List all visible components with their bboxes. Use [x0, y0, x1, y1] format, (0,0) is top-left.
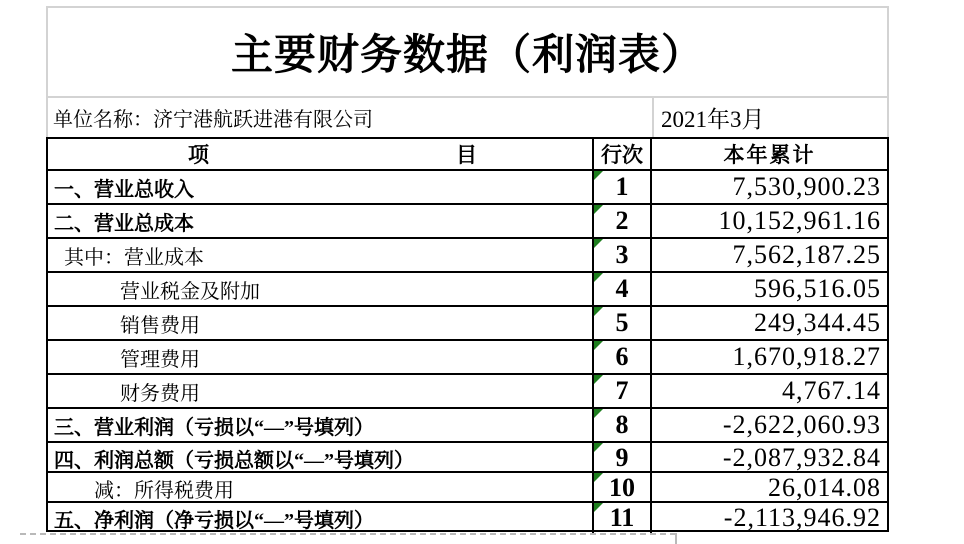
value-text: 1,670,918.27: [732, 342, 881, 371]
value-text: -2,622,060.93: [722, 410, 881, 439]
item-label: 其中：营业成本: [64, 246, 204, 269]
line-no-cell[interactable]: [592, 375, 650, 407]
error-indicator-triangle-icon: [594, 171, 603, 180]
line-no-cell[interactable]: [592, 503, 650, 533]
value-text: 7,562,187.25: [732, 240, 881, 269]
header-ytd-cell[interactable]: 本年累计: [650, 139, 887, 169]
line-no-cell[interactable]: [592, 205, 650, 237]
value-cell[interactable]: [650, 375, 887, 407]
error-indicator-triangle-icon: [594, 375, 603, 384]
value-cell[interactable]: [650, 443, 887, 473]
line-no: 8: [615, 410, 629, 439]
line-no-cell[interactable]: [592, 239, 650, 271]
table-row: [48, 375, 887, 409]
line-no: 6: [615, 342, 629, 371]
title-cell[interactable]: [46, 6, 889, 98]
header-item-left: 项: [188, 143, 209, 167]
table-row: [48, 503, 887, 530]
item-cell[interactable]: [48, 171, 592, 203]
value-text: 596,516.05: [754, 274, 881, 303]
profit-table: [46, 137, 889, 532]
value-cell[interactable]: [650, 503, 887, 533]
value-text: 249,344.45: [754, 308, 881, 337]
value-cell[interactable]: [650, 205, 887, 237]
value-text: 26,014.08: [768, 473, 881, 502]
value-text: -2,087,932.84: [722, 443, 881, 472]
line-no-cell[interactable]: [592, 341, 650, 373]
item-cell[interactable]: [48, 503, 592, 533]
report-title: 主要财务数据（利润表）: [230, 33, 704, 79]
line-no: 10: [609, 473, 635, 502]
meta-row: [46, 98, 889, 137]
table-row: [48, 443, 887, 473]
error-indicator-triangle-icon: [594, 341, 603, 350]
value-cell[interactable]: [650, 409, 887, 441]
line-no-cell[interactable]: [592, 171, 650, 203]
unit-name-cell[interactable]: 单位名称：济宁港航跃进港有限公司: [53, 109, 373, 131]
error-indicator-triangle-icon: [594, 205, 603, 214]
value-text: -2,113,946.92: [723, 503, 881, 532]
item-cell[interactable]: [48, 409, 592, 441]
line-no: 11: [609, 503, 635, 532]
item-label: 五、净利润（净亏损以“—”号填列）: [54, 509, 374, 532]
error-indicator-triangle-icon: [594, 307, 603, 316]
error-indicator-triangle-icon: [594, 239, 603, 248]
table-row: [48, 171, 887, 205]
item-label: 二、营业总成本: [54, 212, 194, 235]
item-label: 三、营业利润（亏损以“—”号填列）: [54, 416, 374, 439]
line-no-cell[interactable]: [592, 409, 650, 441]
error-indicator-triangle-icon: [594, 273, 603, 282]
line-no-cell[interactable]: [592, 307, 650, 339]
line-no: 1: [615, 172, 629, 201]
value-cell[interactable]: [650, 307, 887, 339]
line-no: 2: [615, 206, 629, 235]
error-indicator-triangle-icon: [594, 443, 603, 452]
value-cell[interactable]: [650, 171, 887, 203]
value-cell[interactable]: [650, 239, 887, 271]
table-row: [48, 341, 887, 375]
line-no: 5: [615, 308, 629, 337]
value-cell[interactable]: [650, 473, 887, 503]
value-cell[interactable]: [650, 273, 887, 305]
table-row: [48, 205, 887, 239]
header-item-cell[interactable]: [48, 139, 592, 169]
item-label: 一、营业总收入: [54, 178, 194, 201]
item-cell[interactable]: [48, 273, 592, 305]
item-cell[interactable]: [48, 205, 592, 237]
page-break-horizontal-line: [20, 533, 676, 535]
header-item-right: 目: [456, 143, 477, 167]
item-cell[interactable]: [48, 375, 592, 407]
item-label: 管理费用: [120, 348, 200, 371]
table-row: [48, 239, 887, 273]
table-row: [48, 473, 887, 503]
item-cell[interactable]: [48, 443, 592, 473]
line-no: 9: [615, 443, 629, 472]
error-indicator-triangle-icon: [594, 409, 603, 418]
table-row: [48, 307, 887, 341]
table-body: [48, 171, 887, 530]
item-label: 销售费用: [120, 314, 200, 337]
error-indicator-triangle-icon: [594, 503, 603, 512]
item-cell[interactable]: [48, 341, 592, 373]
item-cell[interactable]: [48, 307, 592, 339]
line-no: 4: [615, 274, 629, 303]
value-text: 7,530,900.23: [732, 172, 881, 201]
table-row: [48, 273, 887, 307]
line-no-cell[interactable]: [592, 273, 650, 305]
line-no-cell[interactable]: [592, 473, 650, 503]
line-no-cell[interactable]: [592, 443, 650, 473]
line-no: 7: [615, 376, 629, 405]
error-indicator-triangle-icon: [594, 473, 603, 482]
value-cell[interactable]: [650, 341, 887, 373]
table-row: [48, 409, 887, 443]
header-line-no-cell[interactable]: 行次: [592, 139, 650, 169]
table-header-row: [48, 139, 887, 171]
item-label: 减：所得税费用: [94, 479, 234, 502]
item-cell[interactable]: [48, 239, 592, 271]
item-cell[interactable]: [48, 473, 592, 503]
value-text: 10,152,961.16: [718, 206, 881, 235]
item-label: 四、利润总额（亏损总额以“—”号填列）: [54, 449, 414, 472]
item-label: 营业税金及附加: [120, 280, 260, 303]
value-text: 4,767.14: [782, 376, 881, 405]
item-label: 财务费用: [120, 382, 200, 405]
line-no: 3: [615, 240, 629, 269]
page-break-vertical-line: [675, 533, 677, 544]
period-cell[interactable]: 2021年3月: [652, 98, 887, 137]
